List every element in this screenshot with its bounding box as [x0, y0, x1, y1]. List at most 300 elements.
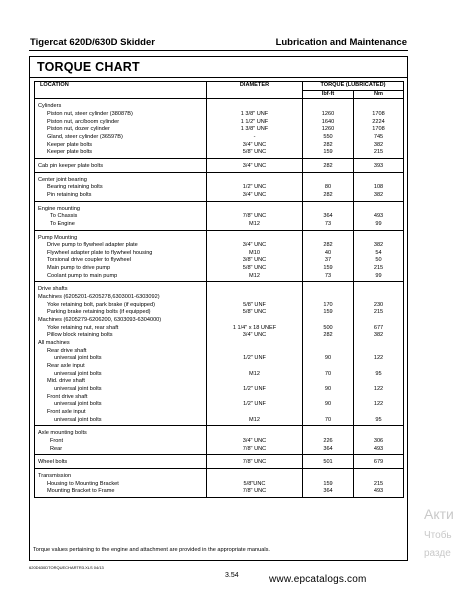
table-row: [35, 282, 404, 294]
torque-lbf-cell-text: 226: [323, 437, 333, 444]
torque-nm-cell-text: 95: [375, 416, 382, 423]
torque-nm-cell-text: 215: [373, 265, 384, 272]
location-cell-text: Front drive shaft: [47, 393, 88, 400]
torque-nm-cell: [354, 317, 404, 325]
diameter-cell: [207, 332, 303, 340]
table-row: [35, 213, 404, 221]
torque-nm-cell: [354, 468, 404, 480]
table-row: [35, 119, 404, 127]
location-cell-text: Pillow block retaining bolts: [47, 332, 113, 339]
torque-lbf-cell-text: 282: [323, 162, 333, 169]
header-lbf-ft: lbf-ft: [303, 90, 354, 99]
torque-lbf-cell-text: 282: [323, 332, 333, 339]
table-row: [35, 355, 404, 363]
diameter-cell: [207, 99, 303, 111]
diameter-cell: [207, 401, 303, 409]
torque-nm-cell: [354, 302, 404, 310]
torque-nm-cell: [354, 446, 404, 455]
torque-lbf-cell: [303, 468, 354, 480]
torque-lbf-cell-text: 282: [323, 141, 333, 148]
torque-nm-cell: [354, 201, 404, 213]
torque-nm-cell: [354, 355, 404, 363]
table-row: [35, 142, 404, 150]
location-cell-text: Keeper plate bolts: [47, 149, 93, 156]
torque-lbf-cell: [303, 438, 354, 446]
torque-nm-cell-text: 382: [373, 332, 384, 339]
torque-lbf-cell: [303, 302, 354, 310]
table-row: [35, 426, 404, 438]
table-row: [35, 394, 404, 402]
diameter-cell-text: 7/8" UNC: [242, 459, 267, 466]
location-cell-text: Pump Mounting: [38, 234, 78, 241]
torque-lbf-cell: [303, 363, 354, 371]
diameter-cell: [207, 378, 303, 386]
diameter-cell: [207, 438, 303, 446]
diameter-cell: [207, 417, 303, 426]
torque-nm-cell-text: 122: [373, 355, 384, 362]
torque-nm-cell-text: 745: [373, 133, 384, 140]
location-cell: [35, 172, 207, 184]
location-cell-text: universal joint bolts: [54, 401, 102, 408]
torque-lbf-cell-text: 73: [324, 272, 332, 279]
diameter-cell-text: 3/4" UNC: [242, 191, 267, 198]
torque-lbf-cell: [303, 455, 354, 469]
header-diameter: DIAMETER: [207, 82, 303, 99]
diameter-cell-text: 7/8" UNC: [242, 445, 267, 452]
torque-lbf-cell: [303, 481, 354, 489]
location-cell: [35, 201, 207, 213]
location-cell-text: Machines (6205201-6205278,6303001-6303092): [38, 294, 160, 301]
torque-lbf-cell-text: 500: [323, 324, 333, 331]
torque-lbf-cell: [303, 317, 354, 325]
torque-nm-cell: [354, 119, 404, 127]
location-cell: [35, 309, 207, 317]
torque-lbf-cell: [303, 273, 354, 282]
table-row: [35, 481, 404, 489]
diameter-cell-text: 5/8" UNC: [242, 265, 267, 272]
diameter-cell-text: M12: [249, 416, 260, 423]
diameter-cell: [207, 488, 303, 497]
torque-lbf-cell: [303, 446, 354, 455]
torque-nm-cell-text: 1708: [372, 110, 385, 117]
diameter-cell-text: 5/8" UNC: [242, 149, 267, 156]
torque-nm-cell: [354, 213, 404, 221]
torque-lbf-cell-text: 159: [323, 480, 333, 487]
diameter-cell-text: 3/4" UNC: [242, 332, 267, 339]
location-cell-text: Mounting Bracket to Frame: [47, 488, 115, 495]
torque-lbf-cell: [303, 282, 354, 294]
torque-nm-cell: [354, 332, 404, 340]
torque-nm-cell: [354, 340, 404, 348]
torque-nm-cell: [354, 149, 404, 158]
diameter-cell-text: 3/4" UNC: [242, 242, 267, 249]
diameter-cell-text: 1/2" UNC: [242, 184, 267, 191]
diameter-cell-text: 5/8"UNC: [243, 480, 266, 487]
torque-nm-cell: [354, 230, 404, 242]
location-cell: [35, 488, 207, 497]
torque-lbf-cell: [303, 230, 354, 242]
header-location: LOCATION: [35, 82, 207, 99]
table-row: [35, 317, 404, 325]
diameter-cell: [207, 273, 303, 282]
torque-lbf-cell-text: 1640: [321, 118, 335, 125]
torque-lbf-cell-text: 364: [323, 445, 333, 452]
location-cell-text: universal joint bolts: [54, 370, 102, 377]
diameter-cell-text: 7/8" UNC: [242, 213, 267, 220]
torque-nm-cell: [354, 438, 404, 446]
location-cell: [35, 468, 207, 480]
torque-nm-cell: [354, 126, 404, 134]
header-rule: [29, 50, 408, 51]
torque-lbf-cell: [303, 134, 354, 142]
torque-nm-cell: [354, 265, 404, 273]
torque-nm-cell-text: 50: [375, 257, 382, 264]
diameter-cell-text: -: [253, 133, 256, 140]
torque-lbf-cell: [303, 250, 354, 258]
torque-nm-cell-text: 108: [373, 184, 384, 191]
torque-nm-cell: [354, 378, 404, 386]
diameter-cell-text: 3/4" UNC: [242, 437, 267, 444]
table-row: [35, 230, 404, 242]
torque-nm-cell-text: 493: [373, 445, 384, 452]
table-row: [35, 221, 404, 230]
watermark-url: www.epcatalogs.com: [269, 574, 367, 585]
table-row: [35, 184, 404, 192]
diameter-cell: [207, 348, 303, 356]
diameter-cell: [207, 201, 303, 213]
torque-lbf-cell: [303, 378, 354, 386]
location-cell: [35, 250, 207, 258]
diameter-cell: [207, 126, 303, 134]
location-cell: [35, 363, 207, 371]
location-cell-text: Keeper plate bolts: [47, 141, 93, 148]
diameter-cell-text: M12: [249, 272, 260, 279]
location-cell-text: Machines (6205279-6206200, 6303093-6304000): [38, 317, 162, 324]
torque-lbf-cell: [303, 371, 354, 379]
diameter-cell: [207, 355, 303, 363]
table-row: [35, 446, 404, 455]
header-torque: TORQUE (LUBRICATED): [303, 82, 404, 91]
location-cell-text: Front: [50, 437, 64, 444]
location-cell-text: Piston nut, arc/boom cylinder: [47, 118, 120, 125]
location-cell: [35, 213, 207, 221]
table-row: [35, 401, 404, 409]
doc-id: 620D630DTORQUECHARTR3.XLS 04/13: [29, 565, 104, 570]
location-cell-text: Rear axle input: [47, 363, 85, 369]
torque-lbf-cell: [303, 325, 354, 333]
diameter-cell: [207, 282, 303, 294]
diameter-cell: [207, 242, 303, 250]
torque-lbf-cell-text: 159: [323, 265, 333, 272]
diameter-cell-text: 1 3/8" UNF: [240, 110, 269, 117]
location-cell-text: Transmission: [38, 472, 72, 479]
location-cell-text: Coolant pump to main pump: [47, 272, 118, 279]
diameter-cell: [207, 265, 303, 273]
torque-lbf-cell: [303, 488, 354, 497]
diameter-cell-text: 7/8" UNC: [242, 488, 267, 495]
location-cell: [35, 455, 207, 469]
table-row: [35, 99, 404, 111]
torque-nm-cell-text: 215: [373, 309, 384, 316]
diameter-cell: [207, 230, 303, 242]
torque-lbf-cell-text: 550: [323, 133, 333, 140]
torque-nm-cell-text: 382: [373, 242, 384, 249]
activation-watermark-line2: Чтобь: [424, 530, 452, 541]
torque-nm-cell: [354, 250, 404, 258]
title-rule: [30, 77, 407, 78]
diameter-cell-text: 5/8" UNF: [243, 301, 266, 308]
diameter-cell: [207, 111, 303, 119]
torque-lbf-cell: [303, 257, 354, 265]
location-cell-text: To Chassis: [50, 213, 78, 220]
table-row: [35, 302, 404, 310]
table-row: [35, 386, 404, 394]
diameter-cell: [207, 409, 303, 417]
diameter-cell-text: M10: [249, 249, 260, 256]
table-row: [35, 126, 404, 134]
torque-lbf-cell-text: 37: [324, 257, 332, 264]
diameter-cell: [207, 455, 303, 469]
torque-nm-cell: [354, 455, 404, 469]
table-row: [35, 348, 404, 356]
diameter-cell-text: 5/8" UNC: [242, 309, 267, 316]
location-cell: [35, 446, 207, 455]
torque-lbf-cell: [303, 355, 354, 363]
diameter-cell: [207, 192, 303, 201]
location-cell: [35, 426, 207, 438]
location-cell-text: Cab pin keeper plate bolts: [38, 162, 103, 169]
location-cell: [35, 184, 207, 192]
torque-lbf-cell: [303, 409, 354, 417]
table-row: [35, 488, 404, 497]
table-row: [35, 242, 404, 250]
diameter-cell: [207, 172, 303, 184]
torque-nm-cell: [354, 242, 404, 250]
location-cell-text: Piston nut, dozer cylinder: [47, 126, 110, 133]
diameter-cell-text: 1/2" UNF: [243, 355, 266, 362]
location-cell-text: Rear: [50, 445, 63, 452]
table-row: [35, 371, 404, 379]
torque-lbf-cell: [303, 394, 354, 402]
torque-nm-cell: [354, 488, 404, 497]
diameter-cell-text: M12: [249, 220, 260, 227]
torque-lbf-cell-text: 90: [324, 401, 332, 408]
torque-nm-cell: [354, 386, 404, 394]
location-cell-text: Yoke retaining bolt, park brake (if equipped): [47, 301, 156, 308]
torque-lbf-cell: [303, 309, 354, 317]
torque-nm-cell: [354, 172, 404, 184]
table-row: [35, 158, 404, 172]
location-cell-text: Wheel bolts: [38, 459, 68, 466]
torque-nm-cell: [354, 192, 404, 201]
location-cell-text: Front axle input: [47, 408, 86, 415]
torque-lbf-cell: [303, 99, 354, 111]
diameter-cell: [207, 158, 303, 172]
location-cell-text: Drive shafts: [38, 286, 68, 293]
location-cell-text: Bearing retaining bolts: [47, 184, 103, 191]
torque-lbf-cell: [303, 184, 354, 192]
torque-nm-cell-text: 215: [373, 149, 384, 156]
torque-nm-cell: [354, 309, 404, 317]
torque-nm-cell: [354, 99, 404, 111]
location-cell: [35, 340, 207, 348]
location-cell-text: Mid. drive shaft: [47, 378, 85, 385]
torque-nm-cell: [354, 348, 404, 356]
diameter-cell-text: M12: [249, 370, 260, 377]
torque-nm-cell: [354, 273, 404, 282]
chart-title: TORQUE CHART: [37, 60, 140, 74]
location-cell-text: Rear drive shaft: [47, 347, 87, 354]
location-cell: [35, 438, 207, 446]
torque-nm-cell-text: 1708: [372, 126, 385, 133]
torque-lbf-cell-text: 80: [324, 184, 332, 191]
torque-nm-cell-text: 306: [373, 437, 384, 444]
diameter-cell: [207, 371, 303, 379]
location-cell: [35, 401, 207, 409]
torque-lbf-cell: [303, 401, 354, 409]
location-cell: [35, 386, 207, 394]
location-cell-text: universal joint bolts: [54, 385, 102, 392]
diameter-cell-text: 3/4" UNC: [242, 141, 267, 148]
torque-lbf-cell-text: 501: [323, 459, 333, 466]
location-cell: [35, 348, 207, 356]
table-row: [35, 134, 404, 142]
diameter-cell: [207, 317, 303, 325]
torque-nm-cell-text: 393: [373, 162, 384, 169]
table-row: [35, 273, 404, 282]
location-cell: [35, 325, 207, 333]
diameter-cell: [207, 309, 303, 317]
location-cell: [35, 273, 207, 282]
diameter-cell-text: 1 3/8" UNF: [240, 126, 269, 133]
torque-lbf-cell: [303, 242, 354, 250]
location-cell: [35, 221, 207, 230]
location-cell-text: Pin retaining bolts: [47, 191, 92, 198]
location-cell-text: To Engine: [50, 220, 75, 227]
location-cell: [35, 230, 207, 242]
table-row: [35, 172, 404, 184]
diameter-cell: [207, 481, 303, 489]
location-cell: [35, 257, 207, 265]
table-row: [35, 363, 404, 371]
torque-table-body: [35, 99, 404, 498]
diameter-cell: [207, 221, 303, 230]
diameter-cell: [207, 340, 303, 348]
location-cell: [35, 149, 207, 158]
table-row: [35, 438, 404, 446]
location-cell: [35, 126, 207, 134]
torque-nm-cell: [354, 294, 404, 302]
location-cell: [35, 409, 207, 417]
torque-nm-cell: [354, 409, 404, 417]
location-cell: [35, 142, 207, 150]
diameter-cell: [207, 426, 303, 438]
location-cell: [35, 294, 207, 302]
torque-nm-cell-text: 99: [375, 220, 382, 227]
location-cell: [35, 99, 207, 111]
torque-nm-cell-text: 679: [373, 459, 384, 466]
diameter-cell: [207, 142, 303, 150]
table-row: [35, 468, 404, 480]
torque-lbf-cell: [303, 265, 354, 273]
torque-lbf-cell: [303, 192, 354, 201]
torque-nm-cell: [354, 394, 404, 402]
location-cell-text: Center joint bearing: [38, 176, 87, 183]
table-row: [35, 265, 404, 273]
diameter-cell: [207, 394, 303, 402]
diameter-cell: [207, 446, 303, 455]
torque-nm-cell-text: 230: [373, 301, 384, 308]
location-cell-text: Yoke retaining nut, rear shaft: [47, 324, 119, 331]
table-row: [35, 378, 404, 386]
torque-lbf-cell-text: 364: [323, 488, 333, 495]
torque-nm-cell-text: 382: [373, 141, 384, 148]
footnote: Torque values pertaining to the engine and attachment are provided in the appropriate manuals.: [33, 547, 270, 553]
torque-lbf-cell: [303, 417, 354, 426]
activation-watermark-line3: разде: [424, 548, 451, 559]
table-row: [35, 192, 404, 201]
torque-table: [34, 81, 404, 498]
diameter-cell-text: 1/2" UNF: [243, 385, 266, 392]
location-cell-text: Flywheel adapter plate to flywheel housing: [47, 249, 153, 256]
diameter-cell: [207, 363, 303, 371]
torque-lbf-cell-text: 40: [324, 249, 332, 256]
table-row: [35, 111, 404, 119]
location-cell-text: Axle mounting bolts: [38, 430, 87, 437]
torque-lbf-cell: [303, 126, 354, 134]
torque-nm-cell-text: 95: [375, 370, 382, 377]
location-cell-text: universal joint bolts: [54, 355, 102, 362]
table-row: [35, 455, 404, 469]
torque-lbf-cell: [303, 294, 354, 302]
torque-nm-cell-text: 677: [373, 324, 384, 331]
torque-lbf-cell-text: 282: [323, 242, 333, 249]
location-cell-text: Drive pump to flywheel adapter plate: [47, 242, 138, 249]
torque-nm-cell-text: 122: [373, 401, 384, 408]
location-cell: [35, 134, 207, 142]
diameter-cell: [207, 250, 303, 258]
location-cell-text: Torsional drive coupler to flywheel: [47, 257, 131, 264]
diameter-cell: [207, 213, 303, 221]
torque-lbf-cell: [303, 201, 354, 213]
torque-lbf-cell-text: 159: [323, 309, 333, 316]
activation-watermark-line1: Акти: [424, 506, 454, 522]
torque-lbf-cell: [303, 386, 354, 394]
torque-nm-cell: [354, 282, 404, 294]
diameter-cell: [207, 184, 303, 192]
manual-title: Tigercat 620D/630D Skidder: [30, 37, 155, 48]
table-row: [35, 250, 404, 258]
torque-nm-cell: [354, 371, 404, 379]
torque-nm-cell: [354, 184, 404, 192]
location-cell: [35, 111, 207, 119]
torque-lbf-cell-text: 364: [323, 213, 333, 220]
torque-nm-cell-text: 215: [373, 480, 384, 487]
torque-nm-cell: [354, 363, 404, 371]
diameter-cell-text: 3/8" UNC: [242, 257, 267, 264]
torque-lbf-cell: [303, 340, 354, 348]
diameter-cell-text: 1/2" UNF: [243, 401, 266, 408]
torque-lbf-cell: [303, 348, 354, 356]
location-cell-text: Housing to Mounting Bracket: [47, 480, 119, 487]
table-row: [35, 409, 404, 417]
location-cell: [35, 302, 207, 310]
location-cell: [35, 394, 207, 402]
torque-lbf-cell-text: 159: [323, 149, 333, 156]
table-row: [35, 417, 404, 426]
torque-lbf-cell-text: 90: [324, 385, 332, 392]
torque-lbf-cell: [303, 158, 354, 172]
